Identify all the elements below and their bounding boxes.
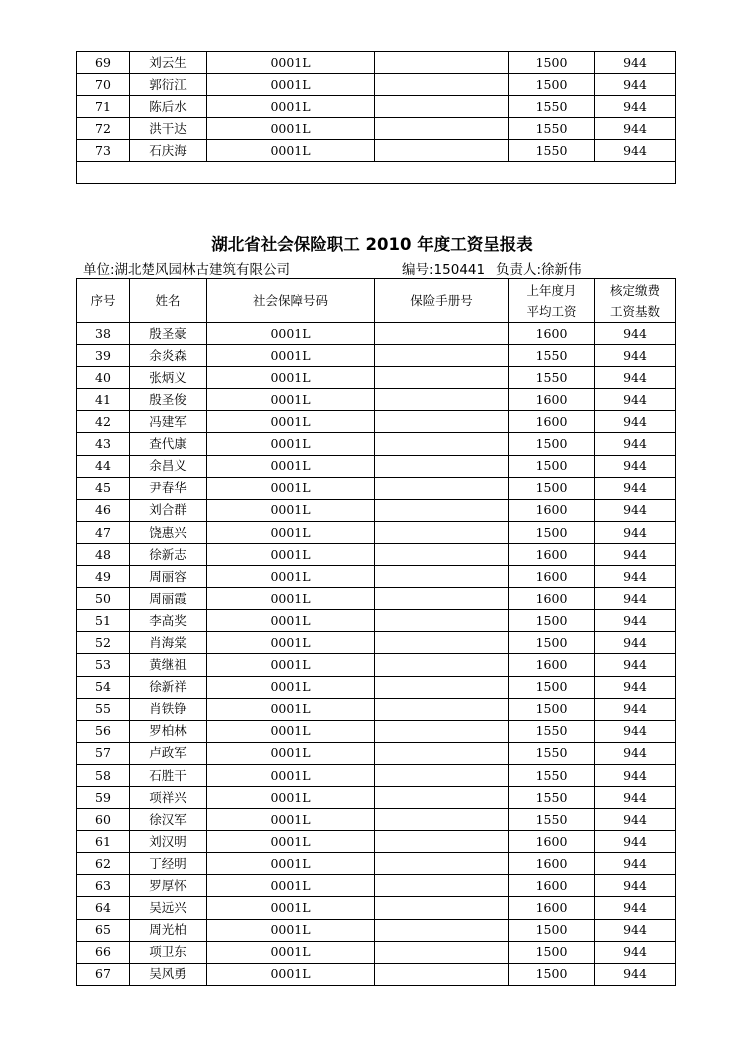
- cell-book: [375, 140, 509, 162]
- cell-ss-code: 0001L: [207, 809, 375, 831]
- cell-book: [375, 676, 509, 698]
- cell-name: 陈后水: [130, 96, 207, 118]
- cell-name: 徐新祥: [130, 676, 207, 698]
- cell-base: 944: [595, 919, 676, 941]
- cell-name: 罗厚怀: [130, 875, 207, 897]
- header-name: 姓名: [130, 279, 207, 323]
- cell-avg-wage: 1500: [509, 74, 595, 96]
- table-row: [77, 786, 676, 808]
- cell-name: 余昌义: [130, 455, 207, 477]
- cell-book: [375, 809, 509, 831]
- cell-base: 944: [595, 96, 676, 118]
- cell-ss-code: 0001L: [207, 698, 375, 720]
- cell-base: 944: [595, 831, 676, 853]
- cell-base: 944: [595, 455, 676, 477]
- cell-name: 项祥兴: [130, 786, 207, 808]
- report-title: 湖北省社会保险职工 2010 年度工资呈报表: [211, 235, 533, 254]
- cell-base: 944: [595, 742, 676, 764]
- cell-base: 944: [595, 941, 676, 963]
- previous-page-table-body: [77, 52, 676, 162]
- cell-ss-code: 0001L: [207, 389, 375, 411]
- cell-no: 58: [77, 764, 130, 786]
- table-row: [77, 477, 676, 499]
- cell-no: 71: [77, 96, 130, 118]
- table-row: [77, 521, 676, 543]
- cell-book: [375, 52, 509, 74]
- cell-no: 41: [77, 389, 130, 411]
- cell-no: 43: [77, 433, 130, 455]
- cell-book: [375, 455, 509, 477]
- table-row: [77, 875, 676, 897]
- table-row: [77, 543, 676, 565]
- cell-avg-wage: 1500: [509, 433, 595, 455]
- header-base-line2: 工资基数: [609, 303, 660, 319]
- cell-base: 944: [595, 499, 676, 521]
- cell-name: 卢政军: [130, 742, 207, 764]
- cell-avg-wage: 1550: [509, 764, 595, 786]
- cell-book: [375, 831, 509, 853]
- cell-ss-code: 0001L: [207, 853, 375, 875]
- cell-ss-code: 0001L: [207, 963, 375, 985]
- cell-no: 47: [77, 521, 130, 543]
- cell-avg-wage: 1550: [509, 96, 595, 118]
- unit-label: 单位:湖北楚风园林古建筑有限公司: [83, 262, 291, 278]
- cell-no: 42: [77, 411, 130, 433]
- cell-name: 徐新志: [130, 543, 207, 565]
- cell-base: 944: [595, 676, 676, 698]
- cell-ss-code: 0001L: [207, 610, 375, 632]
- cell-ss-code: 0001L: [207, 566, 375, 588]
- cell-name: 石胜干: [130, 764, 207, 786]
- cell-no: 51: [77, 610, 130, 632]
- cell-avg-wage: 1600: [509, 323, 595, 345]
- cell-no: 66: [77, 941, 130, 963]
- cell-name: 查代康: [130, 433, 207, 455]
- table-row: [77, 455, 676, 477]
- cell-name: 刘合群: [130, 499, 207, 521]
- cell-book: [375, 96, 509, 118]
- table-row: [77, 632, 676, 654]
- cell-no: 63: [77, 875, 130, 897]
- table-row: [77, 118, 676, 140]
- cell-name: 周光柏: [130, 919, 207, 941]
- cell-name: 郭衍江: [130, 74, 207, 96]
- header-avg-wage-line1: 上年度月: [526, 282, 577, 298]
- cell-ss-code: 0001L: [207, 96, 375, 118]
- cell-book: [375, 610, 509, 632]
- cell-base: 944: [595, 698, 676, 720]
- cell-avg-wage: 1550: [509, 742, 595, 764]
- cell-no: 61: [77, 831, 130, 853]
- cell-book: [375, 698, 509, 720]
- wage-report-table: [76, 278, 676, 986]
- cell-book: [375, 521, 509, 543]
- cell-avg-wage: 1500: [509, 963, 595, 985]
- cell-avg-wage: 1600: [509, 566, 595, 588]
- cell-ss-code: 0001L: [207, 764, 375, 786]
- cell-book: [375, 919, 509, 941]
- table-row: [77, 389, 676, 411]
- cell-ss-code: 0001L: [207, 742, 375, 764]
- cell-avg-wage: 1600: [509, 499, 595, 521]
- cell-no: 52: [77, 632, 130, 654]
- cell-name: 饶惠兴: [130, 521, 207, 543]
- cell-name: 殷圣豪: [130, 323, 207, 345]
- cell-base: 944: [595, 632, 676, 654]
- cell-no: 55: [77, 698, 130, 720]
- cell-book: [375, 323, 509, 345]
- cell-book: [375, 853, 509, 875]
- cell-no: 65: [77, 919, 130, 941]
- cell-book: [375, 963, 509, 985]
- header-base: [595, 279, 676, 323]
- cell-base: 944: [595, 367, 676, 389]
- table-row: [77, 809, 676, 831]
- cell-avg-wage: 1600: [509, 543, 595, 565]
- cell-base: 944: [595, 411, 676, 433]
- cell-book: [375, 389, 509, 411]
- cell-no: 44: [77, 455, 130, 477]
- cell-no: 64: [77, 897, 130, 919]
- cell-base: 944: [595, 345, 676, 367]
- cell-base: 944: [595, 543, 676, 565]
- table-row: [77, 764, 676, 786]
- cell-base: 944: [595, 963, 676, 985]
- cell-no: 70: [77, 74, 130, 96]
- table-row: [77, 720, 676, 742]
- table-row: [77, 411, 676, 433]
- cell-name: 石庆海: [130, 140, 207, 162]
- cell-book: [375, 499, 509, 521]
- cell-base: 944: [595, 720, 676, 742]
- cell-base: 944: [595, 588, 676, 610]
- cell-ss-code: 0001L: [207, 477, 375, 499]
- header-base-line1: 核定缴费: [609, 282, 660, 298]
- cell-name: 殷圣俊: [130, 389, 207, 411]
- cell-ss-code: 0001L: [207, 74, 375, 96]
- table-row: [77, 345, 676, 367]
- cell-name: 尹春华: [130, 477, 207, 499]
- previous-page-table: [76, 51, 676, 184]
- code-label: 编号:150441: [402, 262, 486, 278]
- cell-avg-wage: 1550: [509, 140, 595, 162]
- cell-avg-wage: 1600: [509, 389, 595, 411]
- cell-ss-code: 0001L: [207, 52, 375, 74]
- cell-no: 73: [77, 140, 130, 162]
- cell-book: [375, 433, 509, 455]
- cell-ss-code: 0001L: [207, 676, 375, 698]
- cell-ss-code: 0001L: [207, 831, 375, 853]
- cell-avg-wage: 1500: [509, 676, 595, 698]
- cell-ss-code: 0001L: [207, 654, 375, 676]
- cell-book: [375, 566, 509, 588]
- table-row: [77, 566, 676, 588]
- cell-ss-code: 0001L: [207, 521, 375, 543]
- wage-report-table-body: [77, 323, 676, 986]
- table-row: [77, 433, 676, 455]
- cell-name: 吴风勇: [130, 963, 207, 985]
- table-row: [77, 74, 676, 96]
- empty-row: [77, 162, 676, 184]
- cell-no: 72: [77, 118, 130, 140]
- cell-name: 张炳义: [130, 367, 207, 389]
- table-row: [77, 742, 676, 764]
- cell-ss-code: 0001L: [207, 140, 375, 162]
- cell-no: 46: [77, 499, 130, 521]
- cell-avg-wage: 1500: [509, 455, 595, 477]
- cell-no: 39: [77, 345, 130, 367]
- cell-ss-code: 0001L: [207, 499, 375, 521]
- cell-avg-wage: 1500: [509, 610, 595, 632]
- cell-no: 60: [77, 809, 130, 831]
- table-row: [77, 140, 676, 162]
- cell-avg-wage: 1500: [509, 632, 595, 654]
- cell-ss-code: 0001L: [207, 118, 375, 140]
- cell-ss-code: 0001L: [207, 720, 375, 742]
- cell-book: [375, 654, 509, 676]
- cell-name: 黄继祖: [130, 654, 207, 676]
- cell-avg-wage: 1500: [509, 521, 595, 543]
- cell-no: 53: [77, 654, 130, 676]
- cell-avg-wage: 1600: [509, 897, 595, 919]
- cell-avg-wage: 1500: [509, 52, 595, 74]
- cell-avg-wage: 1600: [509, 831, 595, 853]
- cell-avg-wage: 1600: [509, 654, 595, 676]
- cell-avg-wage: 1500: [509, 477, 595, 499]
- cell-name: 冯建军: [130, 411, 207, 433]
- cell-book: [375, 74, 509, 96]
- cell-no: 62: [77, 853, 130, 875]
- cell-no: 57: [77, 742, 130, 764]
- table-row: [77, 52, 676, 74]
- cell-name: 周丽容: [130, 566, 207, 588]
- cell-no: 50: [77, 588, 130, 610]
- header-ss-code: 社会保障号码: [207, 279, 375, 323]
- cell-avg-wage: 1600: [509, 875, 595, 897]
- cell-avg-wage: 1550: [509, 786, 595, 808]
- cell-avg-wage: 1550: [509, 118, 595, 140]
- cell-avg-wage: 1500: [509, 919, 595, 941]
- cell-book: [375, 411, 509, 433]
- cell-ss-code: 0001L: [207, 588, 375, 610]
- cell-book: [375, 345, 509, 367]
- cell-ss-code: 0001L: [207, 897, 375, 919]
- cell-name: 刘云生: [130, 52, 207, 74]
- cell-book: [375, 875, 509, 897]
- cell-base: 944: [595, 654, 676, 676]
- cell-no: 69: [77, 52, 130, 74]
- cell-no: 45: [77, 477, 130, 499]
- cell-base: 944: [595, 809, 676, 831]
- cell-ss-code: 0001L: [207, 941, 375, 963]
- cell-base: 944: [595, 853, 676, 875]
- cell-name: 李高奖: [130, 610, 207, 632]
- cell-no: 67: [77, 963, 130, 985]
- cell-book: [375, 764, 509, 786]
- cell-name: 罗柏林: [130, 720, 207, 742]
- cell-name: 刘汉明: [130, 831, 207, 853]
- cell-base: 944: [595, 875, 676, 897]
- table-row: [77, 941, 676, 963]
- cell-base: 944: [595, 610, 676, 632]
- header-avg-wage-line2: 平均工资: [526, 303, 577, 319]
- cell-ss-code: 0001L: [207, 323, 375, 345]
- cell-avg-wage: 1600: [509, 588, 595, 610]
- cell-book: [375, 588, 509, 610]
- cell-avg-wage: 1550: [509, 809, 595, 831]
- cell-base: 944: [595, 433, 676, 455]
- cell-name: 周丽霞: [130, 588, 207, 610]
- cell-book: [375, 786, 509, 808]
- cell-book: [375, 477, 509, 499]
- table-row: [77, 919, 676, 941]
- cell-ss-code: 0001L: [207, 455, 375, 477]
- cell-book: [375, 941, 509, 963]
- cell-base: 944: [595, 323, 676, 345]
- cell-book: [375, 720, 509, 742]
- cell-ss-code: 0001L: [207, 875, 375, 897]
- table-row: [77, 676, 676, 698]
- table-row: [77, 96, 676, 118]
- cell-ss-code: 0001L: [207, 345, 375, 367]
- cell-no: 38: [77, 323, 130, 345]
- cell-base: 944: [595, 74, 676, 96]
- table-row: [77, 499, 676, 521]
- cell-ss-code: 0001L: [207, 433, 375, 455]
- table-row: [77, 963, 676, 985]
- cell-ss-code: 0001L: [207, 543, 375, 565]
- empty-cell: [77, 162, 676, 184]
- cell-book: [375, 543, 509, 565]
- cell-name: 丁经明: [130, 853, 207, 875]
- cell-name: 项卫东: [130, 941, 207, 963]
- cell-avg-wage: 1600: [509, 853, 595, 875]
- cell-base: 944: [595, 52, 676, 74]
- cell-avg-wage: 1500: [509, 698, 595, 720]
- cell-book: [375, 742, 509, 764]
- cell-ss-code: 0001L: [207, 919, 375, 941]
- cell-name: 余炎森: [130, 345, 207, 367]
- header-book: 保险手册号: [375, 279, 509, 323]
- cell-name: 洪干达: [130, 118, 207, 140]
- cell-no: 56: [77, 720, 130, 742]
- cell-book: [375, 897, 509, 919]
- cell-avg-wage: 1500: [509, 941, 595, 963]
- table-header-row: [77, 279, 676, 323]
- cell-ss-code: 0001L: [207, 411, 375, 433]
- cell-no: 48: [77, 543, 130, 565]
- cell-avg-wage: 1600: [509, 411, 595, 433]
- cell-avg-wage: 1550: [509, 720, 595, 742]
- cell-ss-code: 0001L: [207, 367, 375, 389]
- table-row: [77, 831, 676, 853]
- owner-label: 负责人:徐新伟: [496, 262, 582, 278]
- cell-base: 944: [595, 521, 676, 543]
- cell-base: 944: [595, 786, 676, 808]
- cell-base: 944: [595, 764, 676, 786]
- cell-name: 肖海棠: [130, 632, 207, 654]
- table-row: [77, 610, 676, 632]
- table-row: [77, 323, 676, 345]
- cell-ss-code: 0001L: [207, 632, 375, 654]
- cell-base: 944: [595, 897, 676, 919]
- cell-base: 944: [595, 140, 676, 162]
- cell-ss-code: 0001L: [207, 786, 375, 808]
- cell-no: 54: [77, 676, 130, 698]
- cell-book: [375, 367, 509, 389]
- cell-name: 肖铁铮: [130, 698, 207, 720]
- table-row: [77, 853, 676, 875]
- cell-no: 49: [77, 566, 130, 588]
- table-row: [77, 897, 676, 919]
- cell-base: 944: [595, 477, 676, 499]
- table-row: [77, 588, 676, 610]
- cell-base: 944: [595, 118, 676, 140]
- table-row: [77, 698, 676, 720]
- cell-book: [375, 118, 509, 140]
- cell-name: 徐汉军: [130, 809, 207, 831]
- cell-base: 944: [595, 389, 676, 411]
- table-row: [77, 654, 676, 676]
- cell-base: 944: [595, 566, 676, 588]
- cell-no: 40: [77, 367, 130, 389]
- header-no: 序号: [77, 279, 130, 323]
- cell-book: [375, 632, 509, 654]
- cell-avg-wage: 1550: [509, 345, 595, 367]
- cell-avg-wage: 1550: [509, 367, 595, 389]
- table-row: [77, 367, 676, 389]
- cell-name: 吴远兴: [130, 897, 207, 919]
- header-avg-wage: [509, 279, 595, 323]
- cell-no: 59: [77, 786, 130, 808]
